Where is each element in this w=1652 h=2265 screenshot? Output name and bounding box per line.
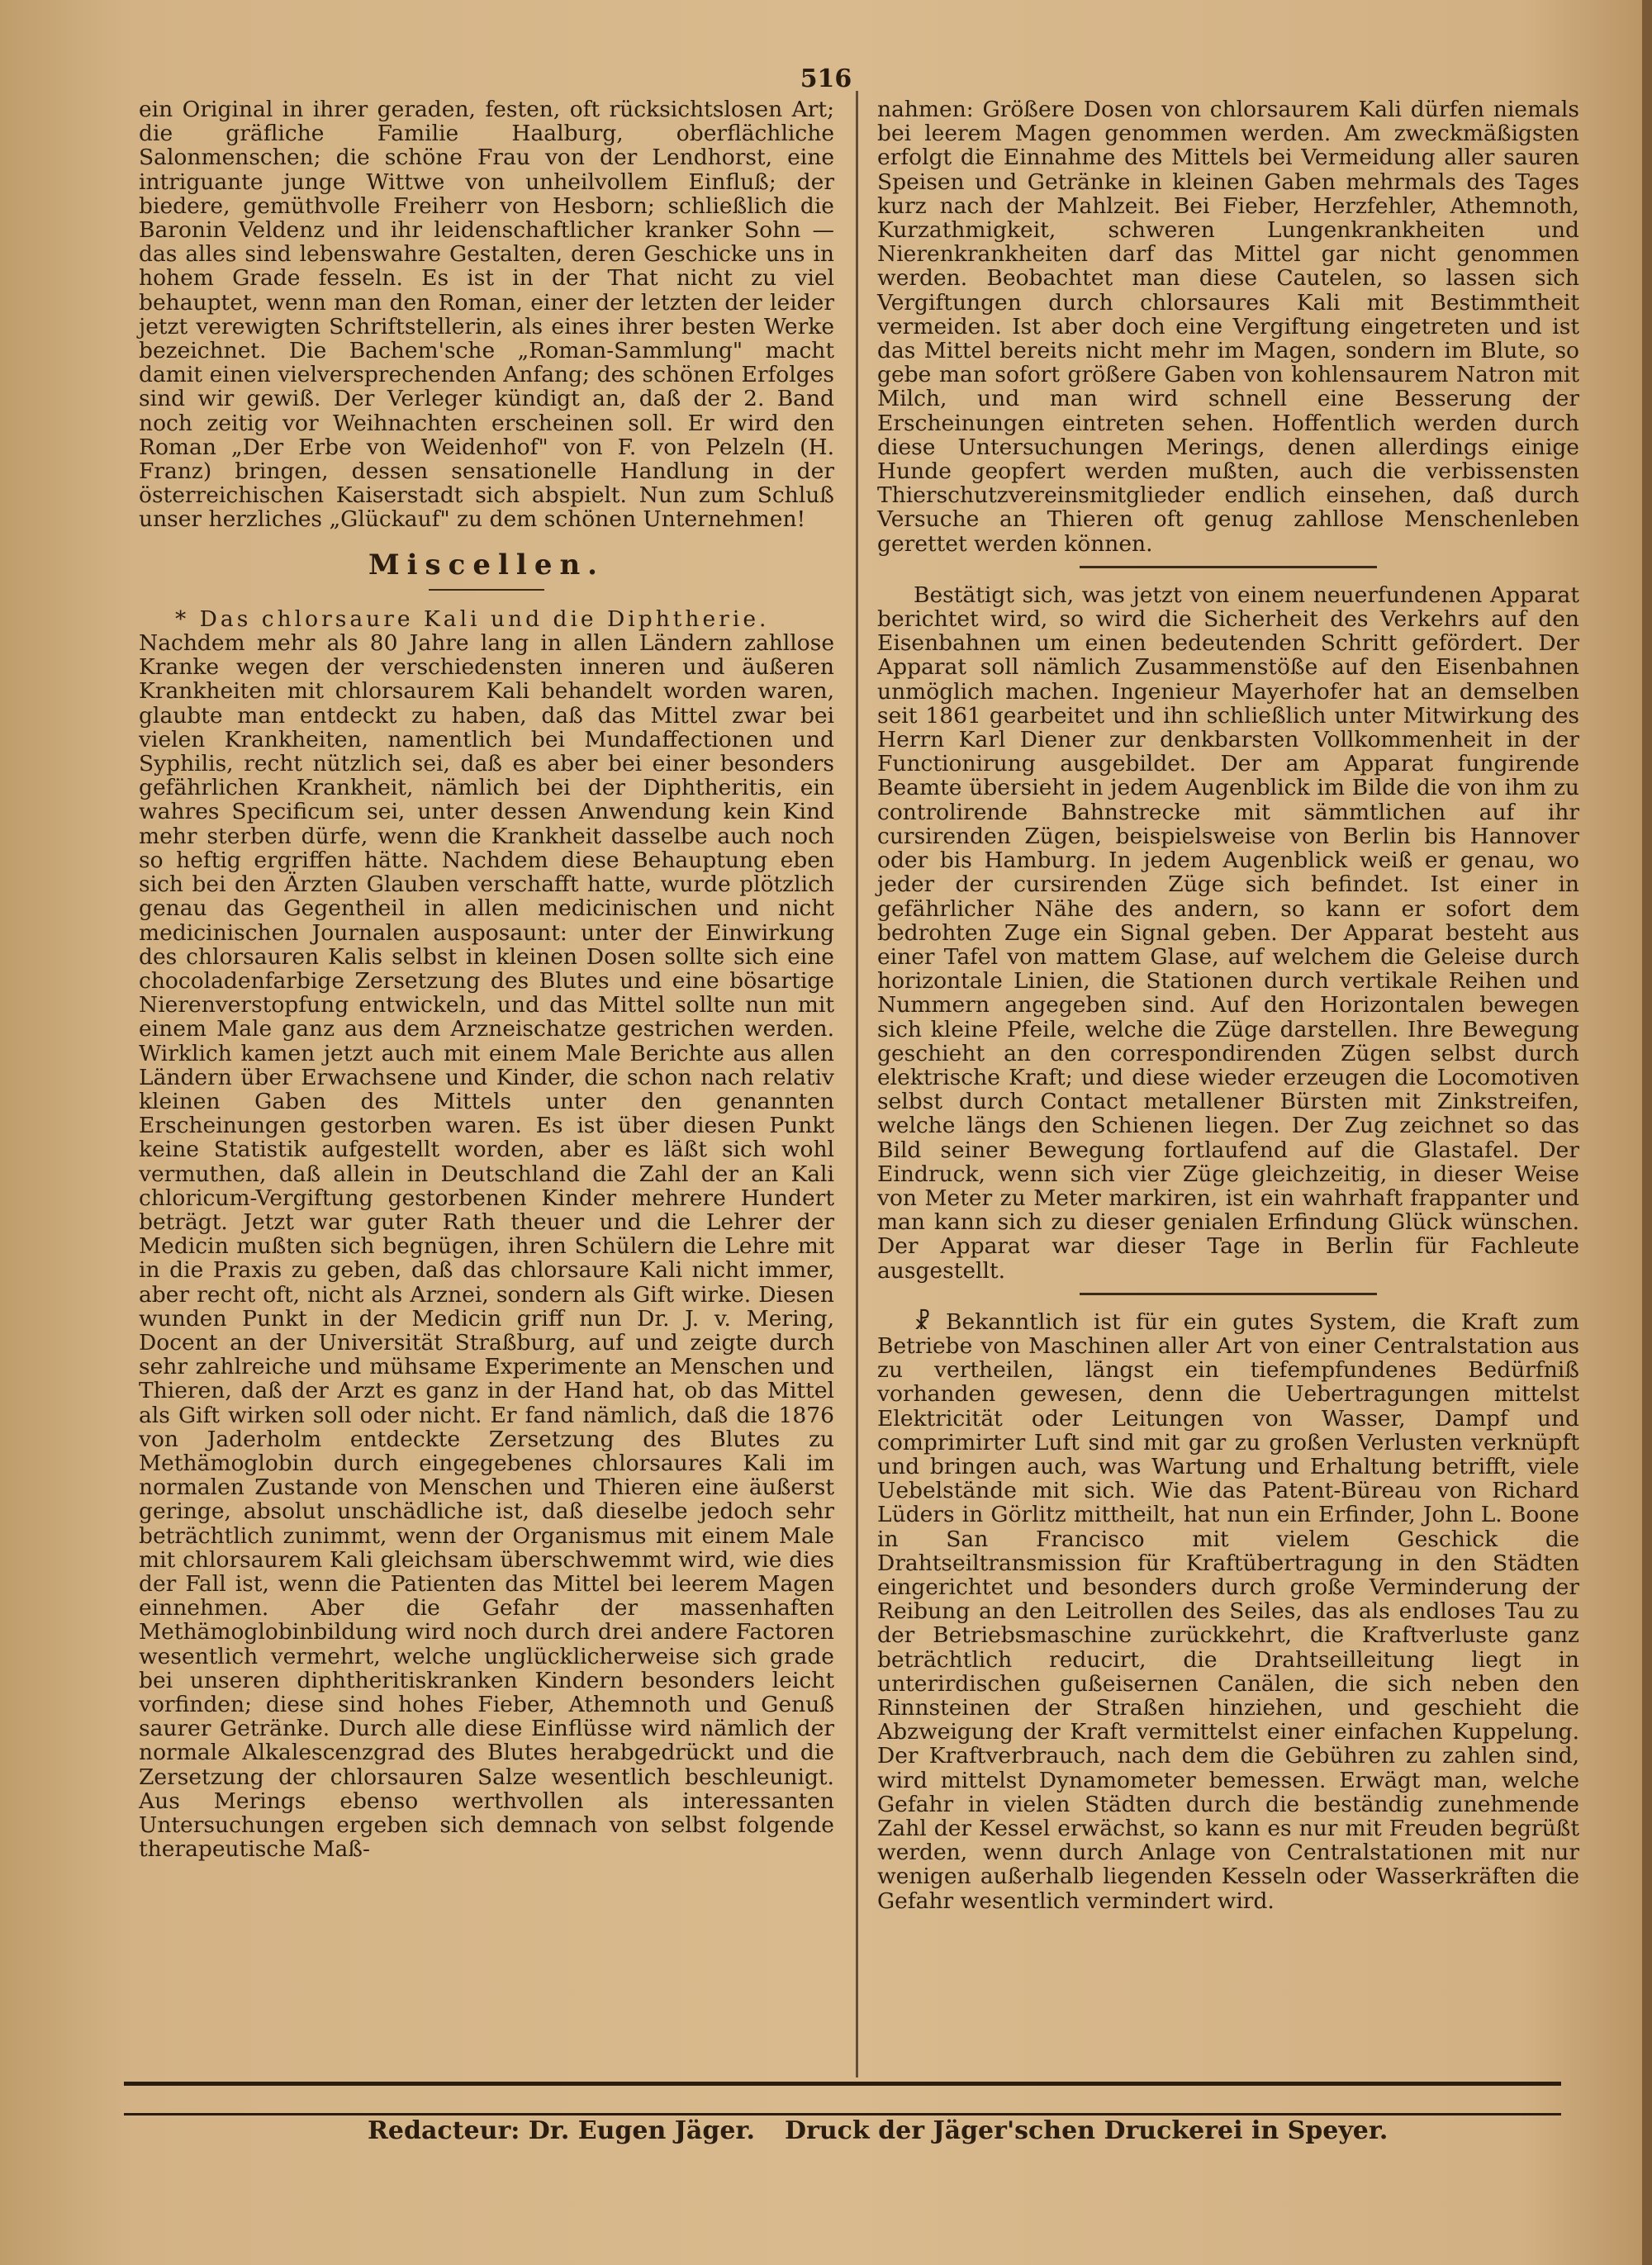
column-divider bbox=[856, 91, 858, 2077]
power-transmission-article: ☧ Bekanntlich ist für ein gutes System, die Kraft zum Betriebe von Maschinen aller Art von einer Centralstation aus zu vertheilen, längst ein tiefempfundenes Bedürfniß vorhanden gewesen, denn die Uebertragungen mittelst Elektricität oder Leitungen von Wasser, Dampf und comprimirter Luft sind mit gar zu großen Verlusten verknüpft und bringen auch, was Wartung und Erhaltung betrifft, viele Uebelstände mit sich. Wie das Patent-Büreau von Richard Lüders in Görlitz mittheilt, hat nun ein Erfinder, John L. Boone in San Francisco mit vielem Geschick die Drahtseiltransmission für Kraftübertragung in den Städten eingerichtet und besonders durch große Verminderung der Reibung an den Leitrollen des Seiles, das als endloses Tau zu der Betriebsmaschine zurückkehrt, die Kraftverluste ganz beträchtlich reducirt, die Drahtseilleitung liegt in unterirdischen gußeisernen Canälen, die sich neben den Rinnsteinen der Straßen hinziehen, und geschieht die Abzweigung der Kraft vermittelst einer einfachen Kuppelung. Der Kraftverbrauch, nach dem die Gebühren zu zahlen sind, wird mittelst Dynamometer bemessen. Erwägt man, welche Gefahr in vielen Städten durch die beständig zunehmende Zahl der Kessel erwächst, so kann es nur mit Freuden begrüßt werden, wenn durch Anlage von Centralstationen mit nur wenigen außerhalb liegenden Kesseln oder Wasserkräften die Gefahr wesentlich vermindert wird. bbox=[877, 1308, 1579, 1914]
article-body: Nachdem mehr als 80 Jahre lang in allen Ländern zahllose Kranke wegen der verschiedensten inneren und äußeren Krankheiten mit chlorsaurem Kali behandelt worden waren, glaubte man entdeckt zu haben, daß das Mittel zwar bei vielen Krankheiten, namentlich bei Mundaffectionen und Syphilis, recht nützlich sei, daß es aber bei einer besonders gefährlichen Krankheit, nämlich bei der Diphtheritis, ein wahres Specificum sei, unter dessen Anwendung kein Kind mehr sterben dürfe, wenn die Krankheit dasselbe auch noch so heftig ergriffen hätte. Nachdem diese Behauptung eben sich bei den Ärzten Glauben verschafft hatte, wurde plötzlich genau das Gegentheil in allen medicinischen und nicht medicinischen Journalen ausposaunt: unter der Einwirkung des chlorsauren Kalis selbst in kleinen Dosen sollte sich eine chocoladenfarbige Zersetzung des Blutes und eine bösartige Nierenverstopfung entwickeln, und das Mittel sollte nun mit einem Male ganz aus dem Arzneischatze gestrichen werden. Wirklich kamen jetzt auch mit einem Male Berichte aus allen Ländern über Erwachsene und Kinder, die schon nach relativ kleinen Gaben des Mittels unter den genannten Erscheinungen gestorben waren. Es ist über diesen Punkt keine Statistik aufgestellt worden, aber es läßt sich wohl vermuthen, daß allein in Deutschland die Zahl der an Kali chloricum-Vergiftung gestorbenen Kinder mehrere Hundert beträgt. Jetzt war guter Rath theuer und die Lehrer der Medicin mußten sich begnügen, ihren Schülern die Lehre mit in die Praxis zu geben, daß das chlorsaure Kali nicht immer, aber recht oft, nicht als Arznei, sondern als Gift wirke. Diesen wunden Punkt in der Medicin griff nun Dr. J. v. Mering, Docent an der Universität Straßburg, auf und zeigte durch sehr zahlreiche und mühsame Experimente an Menschen und Thieren, daß der Arzt es ganz in der Hand hat, ob das Mittel als Gift wirken soll oder nicht. Er fand nämlich, daß die 1876 von Jaderholm entdeckte Zersetzung des Blutes zu Methämoglobin durch eingegebenes chlorsaures Kali im normalen Zustande von Menschen und Thieren eine äußerst geringe, absolut unschädliche ist, daß dieselbe jedoch sehr beträchtlich zunimmt, wenn der Organismus mit einem Male mit chlorsaurem Kali gleichsam überschwemmt wird, wie dies der Fall ist, wenn die Patienten das Mittel bei leerem Magen einnehmen. Aber die Gefahr der massenhaften Methämoglobinbildung wird noch durch drei andere Factoren wesentlich vermehrt, welche unglücklicherweise sich grade bei unseren diphtheritiskranken Kindern besonders leicht vorfinden; diese sind hohes Fieber, Athemnoth und Genuß saurer Getränke. Durch alle diese Einflüsse wird nämlich der normale Alkalescenzgrad des Blutes herabgedrückt und die Zersetzung der chlorsauren Salze wesentlich beschleunigt. Aus Merings ebenso werthvollen als interessanten Untersuchungen ergeben sich demnach von selbst folgende therapeutische Maß- bbox=[139, 630, 834, 1863]
page-number: 516 bbox=[800, 64, 852, 93]
article-title: * Das chlorsaure Kali und die Diphtherie. bbox=[175, 605, 770, 632]
article-separator bbox=[1080, 1293, 1377, 1295]
right-column bbox=[877, 97, 1579, 1913]
left-column bbox=[139, 97, 834, 1861]
article-separator bbox=[1080, 566, 1377, 568]
article-continuation: nahmen: Größere Dosen von chlorsaurem Kali dürfen niemals bei leerem Magen genommen werden. Am zweckmäßigsten erfolgt die Einnahme des Mittels bei Vermeidung aller sauren Speisen und Getränke in kleinen Gaben mehrmals des Tages kurz nach der Mahlzeit. Bei Fieber, Herzfehler, Athemnoth, Kurzathmigkeit, schweren Lungenkrankheiten und Nierenkrankheiten darf das Mittel gar nicht genommen werden. Beobachtet man diese Cautelen, so lassen sich Vergiftungen durch chlorsaures Kali mit Bestimmtheit vermeiden. Ist aber doch eine Vergiftung eingetreten und ist das Mittel bereits nicht mehr im Magen, sondern im Blute, so gebe man sofort größere Gaben von kohlensaurem Natron mit Milch, und man wird schnell eine Besserung der Erscheinungen eintreten sehen. Hoffentlich werden durch diese Untersuchungen Merings, denen allerdings einige Hunde geopfert werden mußten, auch die verbissensten Thierschutzvereinsmitglieder endlich einsehen, daß durch Versuche an Thieren oft genug zahllose Menschenleben gerettet werden können. bbox=[877, 97, 1579, 557]
section-heading: Miscellen. bbox=[368, 548, 605, 582]
railway-apparatus-article: Bestätigt sich, was jetzt von einem neuerfundenen Apparat berichtet wird, so wird die Sicherheit des Verkehrs auf den Eisenbahnen um einen bedeutenden Schritt gefördert. Der Apparat soll nämlich Zusammenstöße auf den Eisenbahnen unmöglich machen. Ingenieur Mayerhofer hat an demselben seit 1861 gearbeitet und ihn schließlich unter Mitwirkung des Herrn Karl Diener zur denkbarsten Vollkommenheit in der Functionirung ausgebildet. Der am Apparat fungirende Beamte übersieht in jedem Augenblick im Bilde die von ihm zu controlirende Bahnstrecke mit sämmtlichen auf ihr cursirenden Zügen, beispielsweise von Berlin bis Hannover oder bis Hamburg. In jedem Augenblick weiß er genau, wo jeder der cursirenden Züge sich befindet. Ist einer in gefährlicher Nähe des andern, so kann er sofort dem bedrohten Zuge ein Signal geben. Der Apparat besteht aus einer Tafel von mattem Glase, auf welchem die Geleise durch horizontale Linien, die Stationen durch vertikale Reihen und Nummern angegeben sind. Auf den Horizontalen bewegen sich kleine Pfeile, welche die Züge darstellen. Ihre Bewegung geschieht an den correspondirenden Zügen selbst durch elektrische Kraft; und diese wieder erzeugen die Locomotiven selbst durch Contact metallener Bürsten mit Zinkstreifen, welche längs den Schienen liegen. Der Zug zeichnet so das Bild seiner Bewegung fortlaufend auf die Glastafel. Der Eindruck, wenn sich vier Züge gleichzeitig, in dieser Weise von Meter zu Meter markiren, ist ein wahrhaft frappanter und man kann sich zu dieser genialen Erfindung Glück wünschen. Der Apparat war dieser Tage in Berlin für Fachleute ausgestellt. bbox=[877, 582, 1579, 1284]
review-closing-paragraph: ein Original in ihrer geraden, festen, oft rücksichtslosen Art; die gräfliche Familie Haalburg, oberflächliche Salonmenschen; die schöne Frau von der Lendhorst, eine intriguante junge Wittwe von unheilvollem Einfluß; der biedere, gemüthvolle Freiherr von Hesborn; schließlich die Baronin Veldenz und ihr leidenschaftlicher kranker Sohn — das alles sind lebenswahre Gestalten, deren Geschicke uns in hohem Grade fesseln. Es ist in der That nicht zu viel behauptet, wenn man den Roman, einer der letzten der leider jetzt verewigten Schriftstellerin, als eines ihrer besten Werke bezeichnet. Die Bachem'sche „Roman-Sammlung" macht damit einen vielversprechenden Anfang; des schönen Erfolges sind wir gewiß. Der Verleger kündigt an, daß der 2. Band noch zeitig vor Weihnachten erscheinen soll. Er wird den Roman „Der Erbe von Weidenhof" von F. von Pelzeln (H. Franz) bringen, dessen sensationelle Handlung in der österreichischen Kaiserstadt sich abspielt. Nun zum Schluß unser herzliches „Glückauf" zu dem schönen Unternehmen! bbox=[139, 97, 834, 533]
heading-rule bbox=[429, 589, 544, 591]
footer-rule-bottom bbox=[124, 2113, 1561, 2115]
printer-line: Druck der Jäger'schen Druckerei in Speyer. bbox=[785, 2116, 1389, 2145]
page-edge bbox=[1642, 0, 1652, 2265]
footer-rule-top bbox=[124, 2082, 1561, 2086]
editor-line: Redacteur: Dr. Eugen Jäger. bbox=[368, 2116, 755, 2145]
